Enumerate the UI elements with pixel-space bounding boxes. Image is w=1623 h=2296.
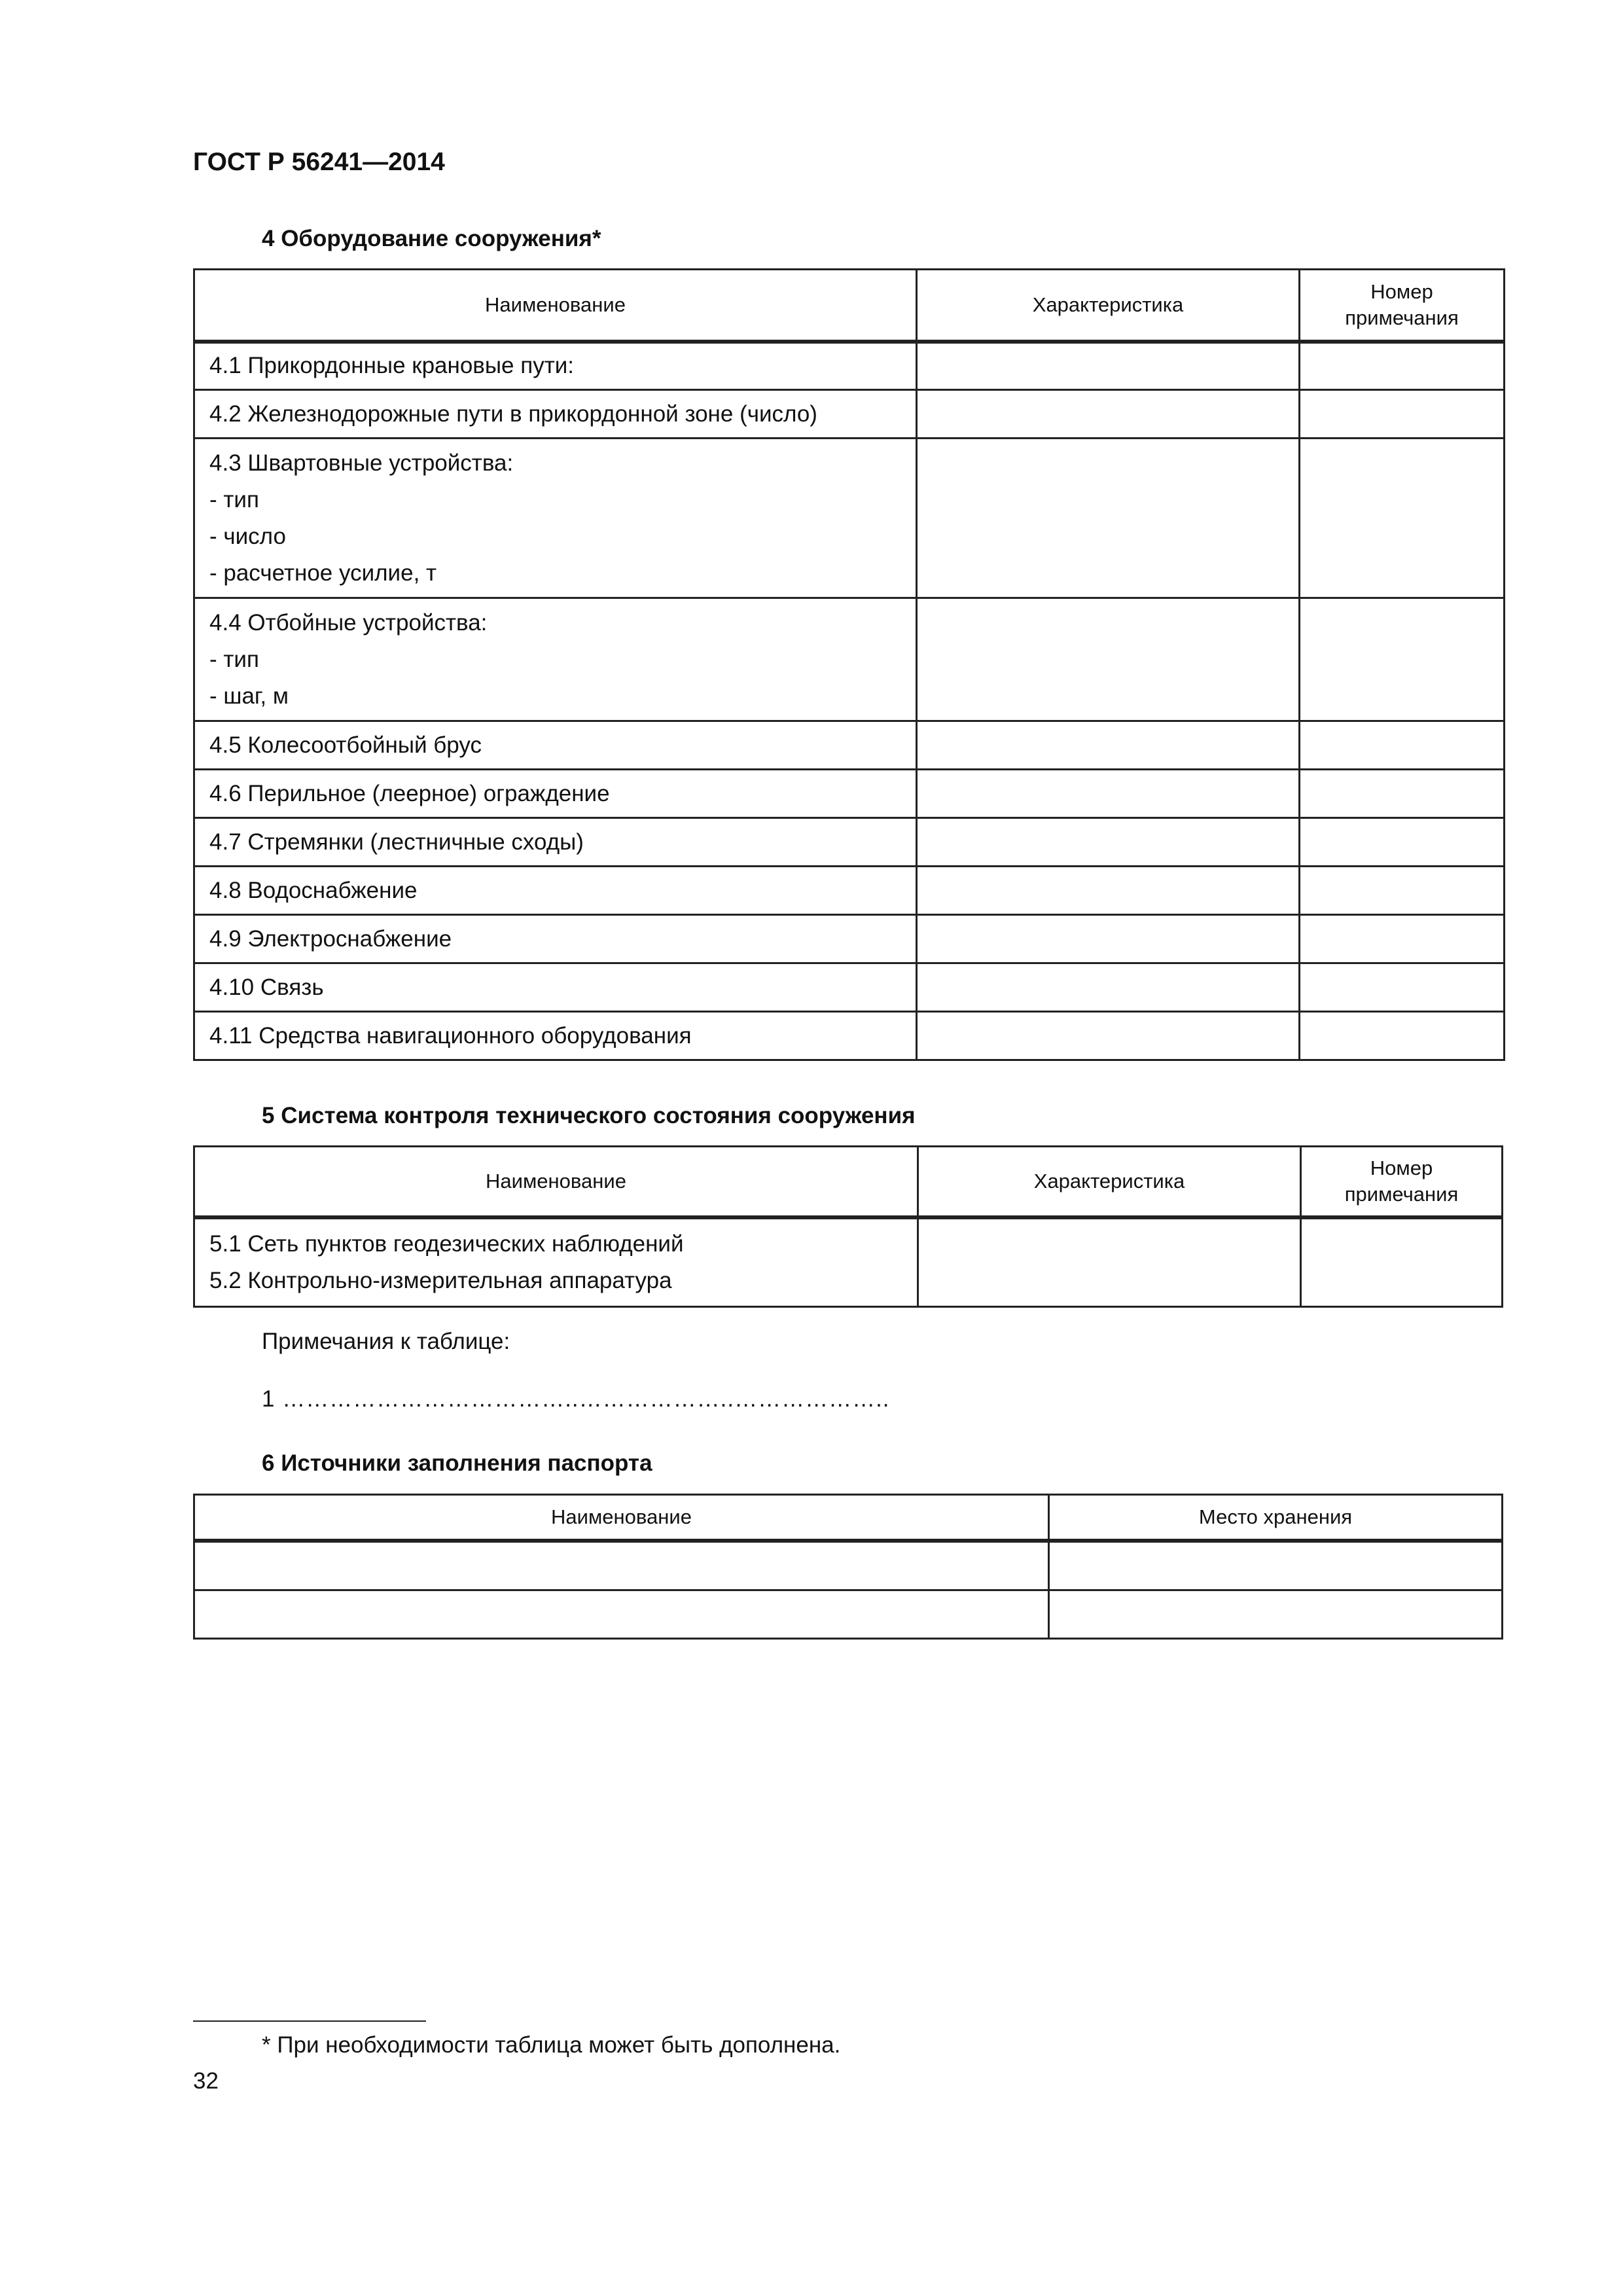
characteristic-cell[interactable] <box>917 963 1300 1012</box>
notes-item-1: 1 ………………………………..………………..……………….. <box>262 1386 890 1412</box>
characteristic-cell[interactable] <box>917 915 1300 963</box>
notes-label: Примечания к таблице: <box>262 1329 510 1354</box>
sources-table <box>193 1494 1503 1640</box>
row-line: - число <box>209 523 286 549</box>
row-line: - тип <box>209 646 259 672</box>
monitoring-table <box>193 1145 1503 1308</box>
header-name: Наименование <box>194 270 917 342</box>
header-characteristic: Характеристика <box>918 1147 1301 1217</box>
characteristic-cell[interactable] <box>917 390 1300 439</box>
row-line: 5.1 Сеть пунктов геодезических наблюдений <box>209 1230 684 1257</box>
note-number-cell[interactable] <box>1300 770 1505 818</box>
row-name-cell <box>194 1217 918 1307</box>
note-number-cell[interactable] <box>1301 1217 1503 1307</box>
page-number: 32 <box>193 2068 219 2094</box>
footnote: * При необходимости таблица может быть дополнена. <box>262 2032 841 2058</box>
header-note-number-text: Номер примечания <box>1345 279 1459 329</box>
row-name-cell: 4.9 Электроснабжение <box>194 915 917 963</box>
note-number-cell[interactable] <box>1300 342 1505 390</box>
characteristic-cell[interactable] <box>917 818 1300 867</box>
row-line: - тип <box>209 486 259 512</box>
header-name: Наименование <box>194 1147 918 1217</box>
note-number-cell[interactable] <box>1300 963 1505 1012</box>
note-number-cell[interactable] <box>1300 1012 1505 1060</box>
storage-place-cell[interactable] <box>1049 1541 1503 1590</box>
row-name-cell: 4.7 Стремянки (лестничные сходы) <box>194 818 917 867</box>
row-line: - расчетное усилие, т <box>209 560 437 586</box>
characteristic-cell[interactable] <box>917 598 1300 721</box>
row-name-cell: 4.6 Перильное (леерное) ограждение <box>194 770 917 818</box>
note-number-cell[interactable] <box>1300 598 1505 721</box>
row-name-cell: 4.5 Колесоотбойный брус <box>194 721 917 770</box>
row-name-cell: 4.2 Железнодорожные пути в прикордонной зоне (число) <box>194 390 917 439</box>
document-title: ГОСТ Р 56241—2014 <box>193 148 445 176</box>
equipment-table <box>193 268 1505 1061</box>
characteristic-cell[interactable] <box>917 721 1300 770</box>
row-name-cell: 4.10 Связь <box>194 963 917 1012</box>
row-line: 4.4 Отбойные устройства: <box>209 609 488 636</box>
characteristic-cell[interactable] <box>917 867 1300 915</box>
note-number-cell[interactable] <box>1300 818 1505 867</box>
row-line: - шаг, м <box>209 683 289 709</box>
header-note-number <box>1301 1147 1503 1217</box>
source-name-cell[interactable] <box>194 1590 1049 1639</box>
note-number-cell[interactable] <box>1300 867 1505 915</box>
row-name-cell: 4.8 Водоснабжение <box>194 867 917 915</box>
header-name: Наименование <box>194 1495 1049 1541</box>
row-line: 5.2 Контрольно-измерительная аппаратура <box>209 1267 672 1293</box>
header-characteristic: Характеристика <box>917 270 1300 342</box>
note-number-cell[interactable] <box>1300 721 1505 770</box>
header-storage-place: Место хранения <box>1049 1495 1503 1541</box>
header-note-number-text: Номер примечания <box>1344 1156 1459 1206</box>
storage-place-cell[interactable] <box>1049 1590 1503 1639</box>
row-name-cell <box>194 439 917 598</box>
characteristic-cell[interactable] <box>918 1217 1301 1307</box>
section-6-title: 6 Источники заполнения паспорта <box>262 1450 652 1476</box>
note-number-cell[interactable] <box>1300 915 1505 963</box>
characteristic-cell[interactable] <box>917 439 1300 598</box>
row-line: 4.3 Швартовные устройства: <box>209 450 514 476</box>
row-name-cell: 4.1 Прикордонные крановые пути: <box>194 342 917 390</box>
characteristic-cell[interactable] <box>917 770 1300 818</box>
characteristic-cell[interactable] <box>917 342 1300 390</box>
row-name-cell: 4.11 Средства навигационного оборудования <box>194 1012 917 1060</box>
header-note-number <box>1300 270 1505 342</box>
section-5-title: 5 Система контроля технического состояния сооружения <box>262 1103 916 1128</box>
note-number-cell[interactable] <box>1300 439 1505 598</box>
note-number-cell[interactable] <box>1300 390 1505 439</box>
footnote-divider <box>193 2020 426 2022</box>
row-name-cell <box>194 598 917 721</box>
source-name-cell[interactable] <box>194 1541 1049 1590</box>
section-4-title: 4 Оборудование сооружения* <box>262 226 601 251</box>
characteristic-cell[interactable] <box>917 1012 1300 1060</box>
